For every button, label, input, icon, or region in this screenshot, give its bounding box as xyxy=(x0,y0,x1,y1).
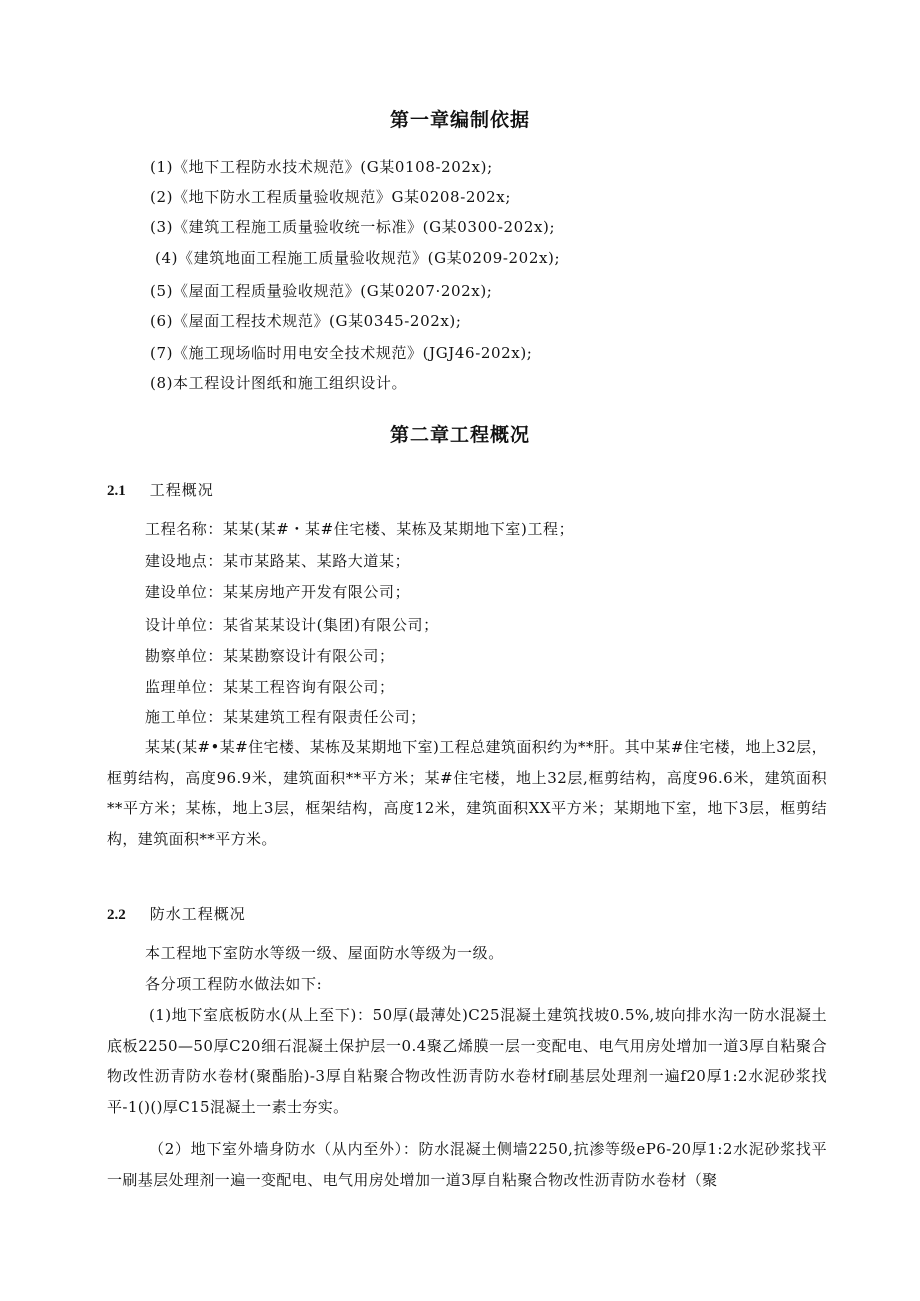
section-number: 2.2 xyxy=(107,907,126,923)
chapter-1-title: 第一章编制依据 xyxy=(389,109,530,131)
section-label: 工程概况 xyxy=(149,481,214,499)
reference-item-7: (7)《施工现场临时用电安全技术规范》(JGJ46-202x); xyxy=(150,344,533,362)
contractor-line: 施工单位：某某建筑工程有限责任公司； xyxy=(145,708,426,726)
basement-wall-waterproofing-paragraph: （2）地下室外墙身防水（从内至外）：防水混凝土侧墙2250,抗渗等级eP6-20厚1:2水泥砂浆找平一刷基层处理剂一遍一变配电、电气用房处增加一道3厚自粘聚合物改性沥青防水卷材（聚 xyxy=(107,1140,827,1189)
section-2-2-heading xyxy=(107,903,246,924)
supervisor-line: 监理单位：某某工程咨询有限公司； xyxy=(145,678,395,696)
developer-line: 建设单位：某某房地产开发有限公司； xyxy=(145,583,411,601)
reference-item-3: (3)《建筑工程施工质量验收统一标准》(G某0300-202x); xyxy=(150,218,556,236)
designer-line: 设计单位：某省某某设计(集团)有限公司； xyxy=(145,616,439,634)
section-2-1-heading xyxy=(107,479,214,500)
section-number: 2.1 xyxy=(107,483,126,499)
project-location-line: 建设地点：某市某路某、某路大道某； xyxy=(145,552,411,570)
reference-item-1: (1)《地下工程防水技术规范》(G某0108-202x); xyxy=(150,158,493,176)
methods-intro-line: 各分项工程防水做法如下: xyxy=(145,975,323,993)
waterproof-grade-line: 本工程地下室防水等级一级、屋面防水等级为一级。 xyxy=(145,944,504,962)
chapter-2-title: 第二章工程概况 xyxy=(389,424,530,446)
project-summary-paragraph: 某某(某#•某#住宅楼、某栋及某期地下室)工程总建筑面积约为**肝。其中某#住宅楼，地上32层，框剪结构，高度96.9米，建筑面积**平方米；某#住宅楼，地上32层,框剪结构，高度96.6米，建筑面积**平方米；某栋，地上3层，框架结构，高度12米，建筑面积XX平方米；某期地下室，地下3层，框剪结构，建筑面积**平方米。 xyxy=(107,738,827,848)
reference-item-6: (6)《屋面工程技术规范》(G某0345-202x); xyxy=(150,312,462,330)
surveyor-line: 勘察单位：某某勘察设计有限公司； xyxy=(145,647,395,665)
basement-floor-waterproofing-paragraph: (1)地下室底板防水(从上至下)：50厚(最薄处)C25混凝土建筑找坡0.5%,坡向排水沟一防水混凝土底板2250—50厚C20细石混凝土保护层一0.4聚乙烯膜一层一变配电、电气用房处增加一道3厚自粘聚合物改性沥青防水卷材(聚酯胎)-3厚自粘聚合物改性沥青防水卷材f刷基层处理剂一遍f20厚1:2水泥砂浆找平-1()()厚C15混凝土一素士夯实。 xyxy=(107,1006,827,1116)
reference-item-5: (5)《屋面工程质量验收规范》(G某0207·202x); xyxy=(150,282,493,300)
section-label: 防水工程概况 xyxy=(149,905,246,923)
reference-item-4: (4)《建筑地面工程施工质量验收规范》(G某0209-202x); xyxy=(155,249,561,267)
reference-item-8: (8)本工程设计图纸和施工组织设计。 xyxy=(150,374,408,392)
reference-item-2: (2)《地下防水工程质量验收规范》G某0208-202x; xyxy=(150,188,512,206)
project-name-line: 工程名称：某某(某#・某#住宅楼、某栋及某期地下室)工程； xyxy=(145,520,575,538)
